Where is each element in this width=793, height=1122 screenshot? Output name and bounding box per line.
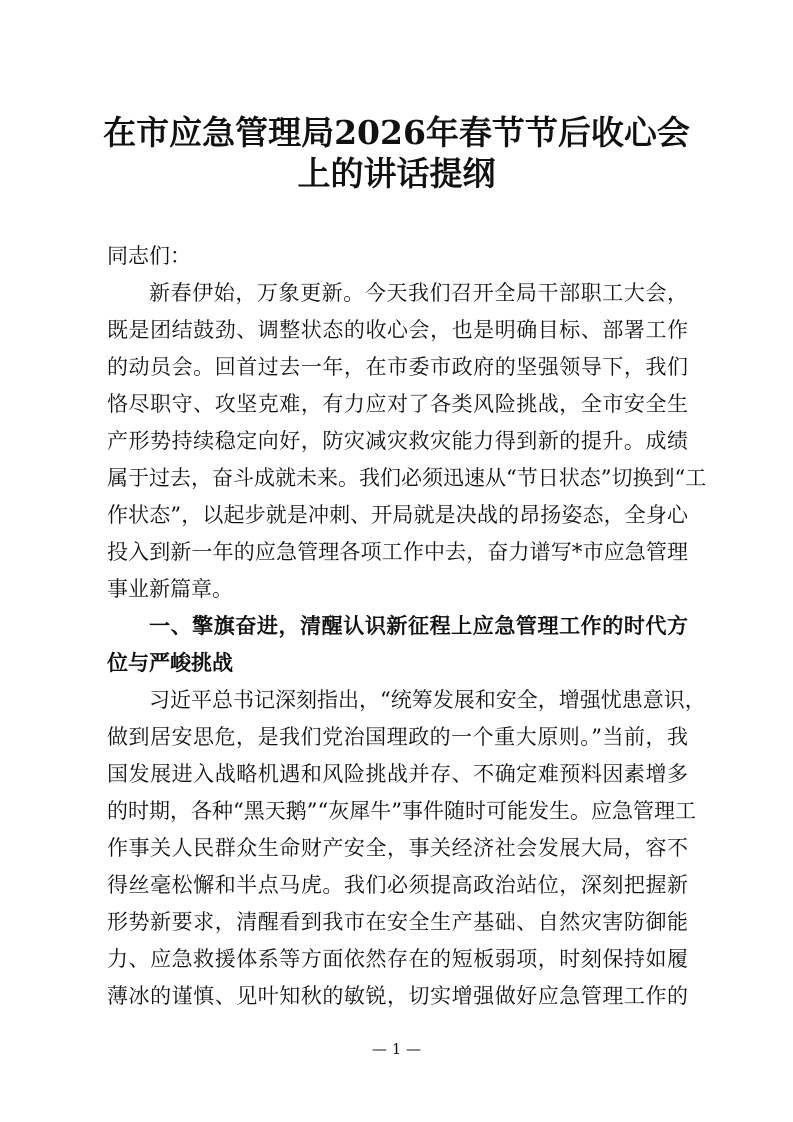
- text-line: 的动员会。回首过去一年，在市委市政府的坚强领导下，我们: [107, 355, 688, 379]
- text-line: 薄冰的谨慎、见叶知秋的敏锐，切实增强做好应急管理工作的: [107, 984, 688, 1008]
- text-line: 形势新要求，清醒看到我市在安全生产基础、自然灾害防御能: [107, 910, 688, 934]
- document-title-line-2: 上的讲话提纲: [297, 154, 496, 193]
- text-line: 作事关人民群众生命财产安全，事关经济社会发展大局，容不: [107, 836, 688, 860]
- heading-line: 位与严峻挑战: [107, 651, 233, 675]
- text-line: 新春伊始，万象更新。今天我们召开全局干部职工大会，: [149, 281, 688, 305]
- text-line: 作状态”，以起步就是冲刺、开局就是决战的昂扬姿态，全身心: [107, 503, 688, 527]
- text-line: 属于过去，奋斗成就未来。我们必须迅速从“节日状态”切换到“工: [107, 466, 707, 490]
- text-line: 得丝毫松懈和半点马虎。我们必须提高政治站位，深刻把握新: [107, 873, 688, 897]
- text-line: 的时期，各种“黑天鹅”“灰犀牛”事件随时可能发生。应急管理工: [107, 799, 696, 823]
- text-line: 力、应急救援体系等方面依然存在的短板弱项，时刻保持如履: [107, 947, 688, 971]
- document-title-line-1: 在市应急管理局2026年春节节后收心会: [103, 113, 690, 152]
- heading-line: 一、擎旗奋进，清醒认识新征程上应急管理工作的时代方: [149, 614, 688, 638]
- text-line: 投入到新一年的应急管理各项工作中去，奋力谱写*市应急管理: [107, 540, 688, 564]
- text-line: 恪尽职守、攻坚克难，有力应对了各类风险挑战，全市安全生: [107, 392, 688, 416]
- salutation: 同志们：: [107, 244, 191, 268]
- page-number: — 1 —: [371, 1040, 422, 1058]
- text-line: 既是团结鼓劲、调整状态的收心会，也是明确目标、部署工作: [107, 318, 688, 342]
- text-line: 国发展进入战略机遇和风险挑战并存、不确定难预料因素增多: [107, 762, 688, 786]
- text-line: 习近平总书记深刻指出，“统筹发展和安全，增强忧患意识，: [149, 688, 706, 712]
- text-line: 产形势持续稳定向好，防灾减灾救灾能力得到新的提升。成绩: [107, 429, 688, 453]
- text-line: 事业新篇章。: [107, 577, 233, 601]
- text-line: 做到居安思危，是我们党治国理政的一个重大原则。”当前，我: [107, 725, 688, 749]
